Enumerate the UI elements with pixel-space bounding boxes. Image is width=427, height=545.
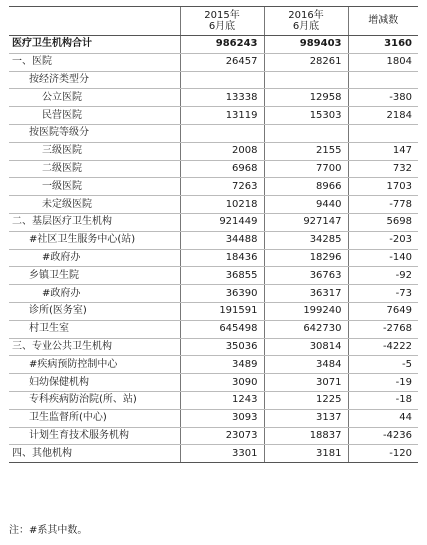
value-change: -2768 xyxy=(348,320,418,338)
table-row xyxy=(9,445,418,463)
value-2015: 2008 xyxy=(180,142,264,160)
header-2015 xyxy=(180,7,264,36)
value-2015: 1243 xyxy=(180,391,264,409)
value-2015: 13338 xyxy=(180,89,264,107)
value-2015: 23073 xyxy=(180,427,264,445)
value-change: 5698 xyxy=(348,213,418,231)
row-label: #政府办 xyxy=(9,249,180,267)
value-2015: 7263 xyxy=(180,178,264,196)
value-2016: 3071 xyxy=(264,374,348,392)
table-row xyxy=(9,178,418,196)
table-row xyxy=(9,53,418,71)
row-label: 未定级医院 xyxy=(9,196,180,214)
value-2016: 15303 xyxy=(264,107,348,125)
value-change: -140 xyxy=(348,249,418,267)
value-2016: 642730 xyxy=(264,320,348,338)
value-change: 1804 xyxy=(348,53,418,71)
medical-institutions-table xyxy=(9,6,418,463)
value-2015: 35036 xyxy=(180,338,264,356)
table-row xyxy=(9,160,418,178)
row-label: 医疗卫生机构合计 xyxy=(9,36,180,54)
header-2016-month: 6月底 xyxy=(292,21,320,32)
row-label: 诊所(医务室) xyxy=(9,302,180,320)
table-row xyxy=(9,320,418,338)
value-change: 147 xyxy=(348,142,418,160)
value-2015: 986243 xyxy=(180,36,264,54)
value-change: -5 xyxy=(348,356,418,374)
value-change: 7649 xyxy=(348,302,418,320)
table-row xyxy=(9,213,418,231)
value-change: -203 xyxy=(348,231,418,249)
table-row xyxy=(9,196,418,214)
value-2015: 36390 xyxy=(180,285,264,303)
row-label: #政府办 xyxy=(9,285,180,303)
value-change: 732 xyxy=(348,160,418,178)
header-2015-year: 2015年 xyxy=(204,10,240,21)
value-2015: 26457 xyxy=(180,53,264,71)
value-2015: 3301 xyxy=(180,445,264,463)
row-label: 四、其他机构 xyxy=(9,445,180,463)
value-2016: 36317 xyxy=(264,285,348,303)
row-label: 按医院等级分 xyxy=(9,124,180,142)
value-2016: 927147 xyxy=(264,213,348,231)
row-label: 专科疾病防治院(所、站) xyxy=(9,391,180,409)
value-2015 xyxy=(180,124,264,142)
header-row xyxy=(9,7,418,36)
value-2016: 989403 xyxy=(264,36,348,54)
value-2016: 1225 xyxy=(264,391,348,409)
value-change xyxy=(348,124,418,142)
row-label: 一级医院 xyxy=(9,178,180,196)
header-2016-year: 2016年 xyxy=(288,10,324,21)
table-row xyxy=(9,285,418,303)
row-label: 二级医院 xyxy=(9,160,180,178)
value-2015: 3489 xyxy=(180,356,264,374)
value-2015: 3093 xyxy=(180,409,264,427)
value-change: -778 xyxy=(348,196,418,214)
value-2016: 7700 xyxy=(264,160,348,178)
value-2015: 34488 xyxy=(180,231,264,249)
table-row xyxy=(9,231,418,249)
value-change: -380 xyxy=(348,89,418,107)
header-blank xyxy=(9,7,180,36)
value-2015: 3090 xyxy=(180,374,264,392)
row-label: 三级医院 xyxy=(9,142,180,160)
value-2016: 18837 xyxy=(264,427,348,445)
row-label: 三、专业公共卫生机构 xyxy=(9,338,180,356)
value-2016: 12958 xyxy=(264,89,348,107)
value-change: 44 xyxy=(348,409,418,427)
value-change: 3160 xyxy=(348,36,418,54)
value-change: -120 xyxy=(348,445,418,463)
value-2016: 3484 xyxy=(264,356,348,374)
table-row xyxy=(9,124,418,142)
row-label: 二、基层医疗卫生机构 xyxy=(9,213,180,231)
value-2016: 8966 xyxy=(264,178,348,196)
table-row xyxy=(9,89,418,107)
table-row xyxy=(9,338,418,356)
table-row xyxy=(9,374,418,392)
value-2015: 13119 xyxy=(180,107,264,125)
row-label: #疾病预防控制中心 xyxy=(9,356,180,374)
value-2016: 199240 xyxy=(264,302,348,320)
value-2016: 18296 xyxy=(264,249,348,267)
table-row xyxy=(9,302,418,320)
value-2016: 36763 xyxy=(264,267,348,285)
value-change: -4222 xyxy=(348,338,418,356)
table-row xyxy=(9,356,418,374)
row-label: 按经济类型分 xyxy=(9,71,180,89)
value-2015: 6968 xyxy=(180,160,264,178)
value-change: 2184 xyxy=(348,107,418,125)
value-2016: 2155 xyxy=(264,142,348,160)
header-change: 增减数 xyxy=(348,7,418,36)
value-2015: 921449 xyxy=(180,213,264,231)
row-label: 一、医院 xyxy=(9,53,180,71)
value-change: -73 xyxy=(348,285,418,303)
institutions-table-container xyxy=(9,6,418,463)
row-label: #社区卫生服务中心(站) xyxy=(9,231,180,249)
value-2015: 191591 xyxy=(180,302,264,320)
value-2015 xyxy=(180,71,264,89)
value-change: -4236 xyxy=(348,427,418,445)
row-label: 计划生育技术服务机构 xyxy=(9,427,180,445)
header-2016 xyxy=(264,7,348,36)
table-row xyxy=(9,427,418,445)
value-2016: 3137 xyxy=(264,409,348,427)
header-2015-month: 6月底 xyxy=(208,21,236,32)
value-2016 xyxy=(264,71,348,89)
row-label: 民营医院 xyxy=(9,107,180,125)
value-2015: 10218 xyxy=(180,196,264,214)
table-row xyxy=(9,36,418,54)
footnote: 注：#系其中数。 xyxy=(9,525,88,536)
table-row xyxy=(9,249,418,267)
row-label: 村卫生室 xyxy=(9,320,180,338)
value-change: -19 xyxy=(348,374,418,392)
row-label: 妇幼保健机构 xyxy=(9,374,180,392)
value-2016 xyxy=(264,124,348,142)
value-2016: 30814 xyxy=(264,338,348,356)
value-2016: 34285 xyxy=(264,231,348,249)
table-row xyxy=(9,107,418,125)
value-2015: 645498 xyxy=(180,320,264,338)
value-2016: 3181 xyxy=(264,445,348,463)
table-row xyxy=(9,71,418,89)
row-label: 卫生监督所(中心) xyxy=(9,409,180,427)
row-label: 乡镇卫生院 xyxy=(9,267,180,285)
value-change xyxy=(348,71,418,89)
value-2016: 9440 xyxy=(264,196,348,214)
value-change: 1703 xyxy=(348,178,418,196)
row-label: 公立医院 xyxy=(9,89,180,107)
table-row xyxy=(9,142,418,160)
value-change: -18 xyxy=(348,391,418,409)
table-row xyxy=(9,267,418,285)
table-row xyxy=(9,409,418,427)
table-row xyxy=(9,391,418,409)
value-change: -92 xyxy=(348,267,418,285)
value-2016: 28261 xyxy=(264,53,348,71)
value-2015: 18436 xyxy=(180,249,264,267)
value-2015: 36855 xyxy=(180,267,264,285)
